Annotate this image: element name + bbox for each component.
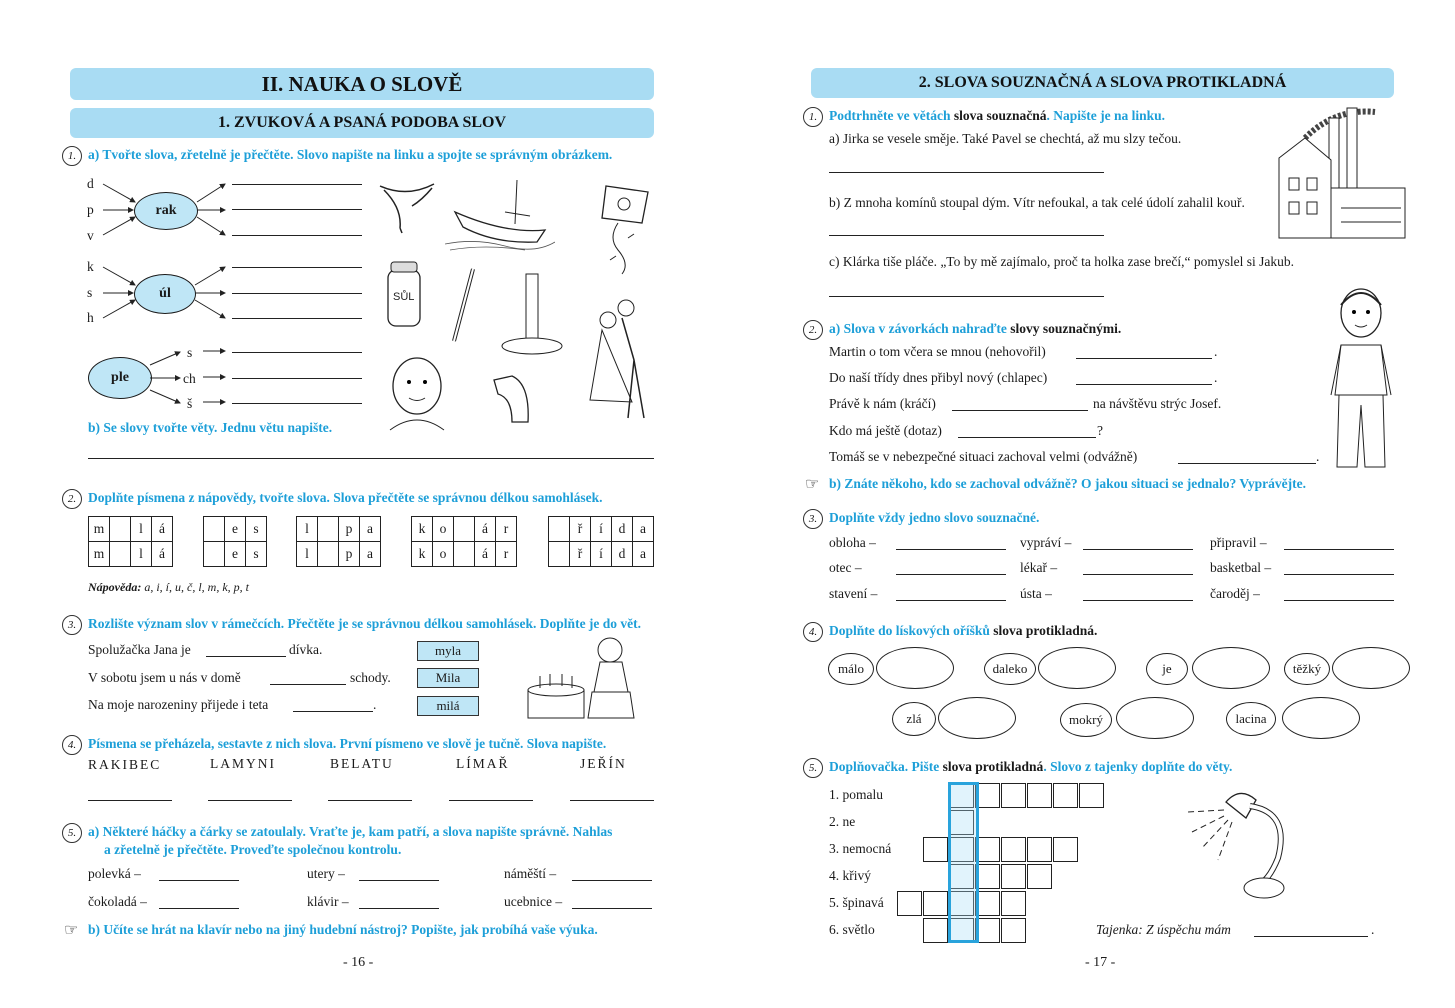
nut-word: je xyxy=(1146,653,1188,685)
illustration-kite xyxy=(588,178,666,278)
nut-word: těžký xyxy=(1284,653,1330,685)
word-item: vypráví – xyxy=(1020,535,1072,550)
word-item: čokoladá – xyxy=(88,894,147,909)
exercise-instruction: a) Slova v závorkách nahraďte slovy souznačnými. xyxy=(829,321,1122,336)
exercise-instruction: Rozlište význam slov v rámečcích. Přečtěte je se správnou délkou samohlásek. Doplňte je do vět. xyxy=(88,616,642,631)
crossword-cell[interactable] xyxy=(923,891,948,916)
word-item: otec – xyxy=(829,560,862,575)
letter-table: e s e s xyxy=(203,516,267,567)
sentence-end: . xyxy=(1371,922,1375,937)
illustration-slingshot xyxy=(372,178,442,238)
answer-line[interactable] xyxy=(232,318,362,319)
answer-line[interactable] xyxy=(232,352,362,353)
speak-icon: ☞ xyxy=(64,922,79,939)
answer-line[interactable] xyxy=(952,410,1088,411)
sentence: V sobotu jsem u nás v domě xyxy=(88,670,241,685)
scrambled-word: LÍMAŘ xyxy=(456,756,510,771)
crossword-cell[interactable] xyxy=(1079,783,1104,808)
crossword-cell[interactable] xyxy=(897,891,922,916)
exercise-instruction: Doplňte vždy jedno slovo souznačné. xyxy=(829,510,1040,525)
hint-label: Nápověda: xyxy=(88,580,142,594)
illustration-boy xyxy=(1325,285,1400,475)
section-title-banner: 2. SLOVA SOUZNAČNÁ A SLOVA PROTIKLADNÁ xyxy=(811,68,1394,98)
crossword-cell[interactable] xyxy=(1001,864,1026,889)
exercise-number: 4. xyxy=(62,735,82,755)
exercise-instruction: Písmena se přeházela, sestavte z nich slova. První písmeno ve slově je tučně. Slova napište. xyxy=(88,736,607,751)
illustration-bald-man xyxy=(382,352,452,432)
answer-line[interactable] xyxy=(1284,549,1394,550)
sentence: . xyxy=(1214,370,1218,385)
answer-line[interactable] xyxy=(270,684,346,685)
word-item: obloha – xyxy=(829,535,876,550)
answer-line[interactable] xyxy=(896,574,1006,575)
word-item: basketbal – xyxy=(1210,560,1272,575)
illustration-dancers xyxy=(582,290,662,430)
answer-line[interactable] xyxy=(232,184,362,185)
answer-line[interactable] xyxy=(958,437,1096,438)
answer-line[interactable] xyxy=(293,711,373,712)
scrambled-word: BELATU xyxy=(330,756,394,771)
sentence: ? xyxy=(1097,423,1103,438)
answer-line[interactable] xyxy=(88,800,172,801)
answer-line[interactable] xyxy=(829,235,1104,236)
answer-line[interactable] xyxy=(159,908,239,909)
crossword-cell[interactable] xyxy=(1001,891,1026,916)
nut-word: daleko xyxy=(984,653,1036,685)
sentence: Spolužačka Jana je xyxy=(88,642,191,657)
crossword-cell[interactable] xyxy=(1027,864,1052,889)
sentence: b) Z mnoha komínů stoupal dým. Vítr nefoukal, a tak celé údolí zahalil kouř. xyxy=(829,195,1245,210)
word-item: náměští – xyxy=(504,866,557,881)
tajenka-sentence: Tajenka: Z úspěchu mám xyxy=(1096,922,1231,937)
svg-text:SŮL: SŮL xyxy=(393,291,415,303)
clue: 5. špinavá xyxy=(829,895,884,910)
clue: 6. světlo xyxy=(829,922,875,937)
letter-table: m l á m l á xyxy=(88,516,173,567)
sentence: a) Jirka se vesele směje. Také Pavel se chechtá, až mu slzy tečou. xyxy=(829,131,1182,146)
letter-table: l p a l p a xyxy=(296,516,381,567)
nut-empty[interactable] xyxy=(1332,647,1410,689)
clue: 4. křivý xyxy=(829,868,871,883)
exercise-instruction: a) Tvořte slova, zřetelně je přečtěte. Slovo napište na linku a spojte se správným obrázkem. xyxy=(88,147,613,162)
letter-table: k o á r k o á r xyxy=(411,516,517,567)
sentence: Tomáš se v nebezpečné situaci zachoval velmi (odvážně) xyxy=(829,449,1138,464)
word-oval: úl xyxy=(134,274,196,314)
sentence: schody. xyxy=(350,670,391,685)
crossword-cell[interactable] xyxy=(1001,918,1026,943)
crossword-cell[interactable] xyxy=(1053,837,1078,862)
nut-empty[interactable] xyxy=(1192,647,1270,689)
exercise-number: 3. xyxy=(803,509,823,529)
nut-empty[interactable] xyxy=(1038,647,1116,689)
word-item: ucebnice – xyxy=(504,894,563,909)
answer-line[interactable] xyxy=(896,549,1006,550)
answer-line[interactable] xyxy=(1284,600,1394,601)
answer-line[interactable] xyxy=(206,656,286,657)
section-title-banner: 1. ZVUKOVÁ A PSANÁ PODOBA SLOV xyxy=(70,108,654,138)
answer-line[interactable] xyxy=(328,800,412,801)
letter: ch xyxy=(183,371,196,386)
answer-line[interactable] xyxy=(359,880,439,881)
word-box: myla xyxy=(417,641,479,661)
crossword-cell[interactable] xyxy=(923,918,948,943)
crossword-cell[interactable] xyxy=(1027,783,1052,808)
crossword-cell[interactable] xyxy=(923,837,948,862)
answer-line[interactable] xyxy=(896,600,1006,601)
exercise-instruction: Podtrhněte ve větách slova souznačná. Napište je na linku. xyxy=(829,108,1166,123)
letter-table: ř í d a ř í d a xyxy=(548,516,654,567)
exercise-instruction: Doplňovačka. Pište slova protikladná. Slovo z tajenky doplňte do věty. xyxy=(829,759,1233,774)
illustration-birthday-girl xyxy=(518,632,648,727)
exercise-number: 2. xyxy=(803,320,823,340)
exercise-instruction: b) Učíte se hrát na klavír nebo na jiný hudební nástroj? Popište, jak probíhá vaše výuka. xyxy=(88,922,598,937)
letter: š xyxy=(187,396,193,411)
sentence: Do naší třídy dnes přibyl nový (chlapec) xyxy=(829,370,1048,385)
answer-line[interactable] xyxy=(829,296,1104,297)
exercise-instruction: b) Znáte někoho, kdo se zachoval odvážně? O jakou situaci se jednalo? Vyprávějte. xyxy=(829,476,1307,491)
letter: p xyxy=(87,202,94,217)
scrambled-word: JEŘÍN xyxy=(580,756,627,771)
answer-line[interactable] xyxy=(159,880,239,881)
answer-line[interactable] xyxy=(232,293,362,294)
main-title-banner: II. NAUKA O SLOVĚ xyxy=(70,68,654,100)
exercise-instruction: a) Některé háčky a čárky se zatoulaly. Vraťte je, kam patří, a slova napište správně. Nahlas xyxy=(88,824,613,839)
nut-empty[interactable] xyxy=(938,697,1016,739)
crossword-cell[interactable] xyxy=(1053,783,1078,808)
exercise-instruction: Doplňte do lískových oříšků slova protikladná. xyxy=(829,623,1098,638)
hint-text: a, i, í, u, č, l, m, k, p, t xyxy=(141,580,249,594)
word-item: klávir – xyxy=(307,894,349,909)
answer-line[interactable] xyxy=(359,908,439,909)
illustration-desk-lamp xyxy=(1180,782,1300,904)
word-box: milá xyxy=(417,696,479,716)
word-box: Mila xyxy=(417,668,479,688)
answer-line[interactable] xyxy=(88,458,654,459)
scrambled-word: RAKIBEC xyxy=(88,757,162,772)
word-oval: rak xyxy=(134,192,198,230)
nut-word: lacina xyxy=(1226,702,1276,736)
word-item: připravil – xyxy=(1210,535,1267,550)
word-item: čaroděj – xyxy=(1210,586,1260,601)
answer-line[interactable] xyxy=(449,800,533,801)
letter: s xyxy=(87,285,93,300)
nut-word: zlá xyxy=(892,702,936,736)
exercise-number: 1. xyxy=(62,146,82,166)
answer-line[interactable] xyxy=(232,209,362,210)
answer-line[interactable] xyxy=(1254,936,1368,937)
exercise-instruction: Doplňte písmena z nápovědy, tvořte slova. Slova přečtěte se správnou délkou samohlásek. xyxy=(88,490,603,505)
page-number: - 16 - xyxy=(343,955,374,970)
word-item: lékař – xyxy=(1020,560,1058,575)
exercise-number: 3. xyxy=(62,615,82,635)
connector-arrows xyxy=(95,175,235,415)
answer-line[interactable] xyxy=(232,235,362,236)
exercise-number: 1. xyxy=(803,107,823,127)
word-item: polevká – xyxy=(88,866,141,881)
crossword-cell[interactable] xyxy=(1001,837,1026,862)
word-item: utery – xyxy=(307,866,345,881)
word-item: ústa – xyxy=(1020,586,1052,601)
sentence: . xyxy=(373,697,377,712)
sentence: Právě k nám (kráčí) xyxy=(829,396,936,411)
sentence: . xyxy=(1214,344,1218,359)
clue: 3. nemocná xyxy=(829,841,892,856)
nut-word: mokrý xyxy=(1060,703,1112,737)
word-item: stavení – xyxy=(829,586,878,601)
exercise-number: 2. xyxy=(62,489,82,509)
sentence: Na moje narozeniny přijede i teta xyxy=(88,697,269,712)
answer-line[interactable] xyxy=(1076,384,1212,385)
speak-icon: ☞ xyxy=(805,476,820,493)
crossword-cell[interactable] xyxy=(1027,837,1052,862)
exercise-instruction: b) Se slovy tvořte věty. Jednu větu napište. xyxy=(88,420,333,435)
crossword-cell[interactable] xyxy=(1001,783,1026,808)
sentence: na návštěvu strýc Josef. xyxy=(1093,396,1222,411)
secret-column xyxy=(948,782,979,943)
exercise-instruction: a zřetelně je přečtěte. Proveďte společnou kontrolu. xyxy=(104,842,402,857)
letter: s xyxy=(187,345,193,360)
word-oval: ple xyxy=(88,357,152,399)
letter: h xyxy=(87,310,94,325)
answer-line[interactable] xyxy=(1076,358,1212,359)
answer-line[interactable] xyxy=(1083,549,1193,550)
illustration-pipe xyxy=(490,372,535,427)
illustration-pole xyxy=(498,268,568,358)
answer-line[interactable] xyxy=(1083,574,1193,575)
exercise-number: 4. xyxy=(803,622,823,642)
illustration-salt-shaker xyxy=(382,258,427,330)
illustration-boat xyxy=(445,172,555,252)
answer-line[interactable] xyxy=(1083,600,1193,601)
exercise-number: 5. xyxy=(62,823,82,843)
answer-line[interactable] xyxy=(829,172,1104,173)
answer-line[interactable] xyxy=(208,800,292,801)
answer-line[interactable] xyxy=(1284,574,1394,575)
answer-line[interactable] xyxy=(572,880,652,881)
clue: 1. pomalu xyxy=(829,787,883,802)
answer-line[interactable] xyxy=(232,403,362,404)
answer-line[interactable] xyxy=(1178,463,1316,464)
letter: d xyxy=(87,176,94,191)
illustration-stick xyxy=(448,265,478,345)
exercise-number: 5. xyxy=(803,758,823,778)
sentence: Kdo má ještě (dotaz) xyxy=(829,423,942,438)
hint xyxy=(88,580,249,595)
sentence: Martin o tom včera se mnou (nehovořil) xyxy=(829,344,1046,359)
sentence: dívka. xyxy=(289,642,323,657)
letter: v xyxy=(87,228,94,243)
nut-empty[interactable] xyxy=(1282,697,1360,739)
page-number: - 17 - xyxy=(1085,955,1116,970)
sentence: c) Klárka tiše pláče. „To by mě zajímalo, proč ta holka zase brečí,“ pomyslel si Jakub. xyxy=(829,254,1295,269)
answer-line[interactable] xyxy=(570,800,654,801)
nut-empty[interactable] xyxy=(1116,697,1194,739)
scrambled-word: LAMYNI xyxy=(210,756,276,771)
letter: k xyxy=(87,259,94,274)
nut-empty[interactable] xyxy=(876,647,954,689)
nut-word: málo xyxy=(828,653,874,685)
sentence: . xyxy=(1316,449,1320,464)
answer-line[interactable] xyxy=(232,378,362,379)
answer-line[interactable] xyxy=(232,267,362,268)
clue: 2. ne xyxy=(829,814,856,829)
answer-line[interactable] xyxy=(572,908,652,909)
illustration-factory xyxy=(1275,98,1410,248)
